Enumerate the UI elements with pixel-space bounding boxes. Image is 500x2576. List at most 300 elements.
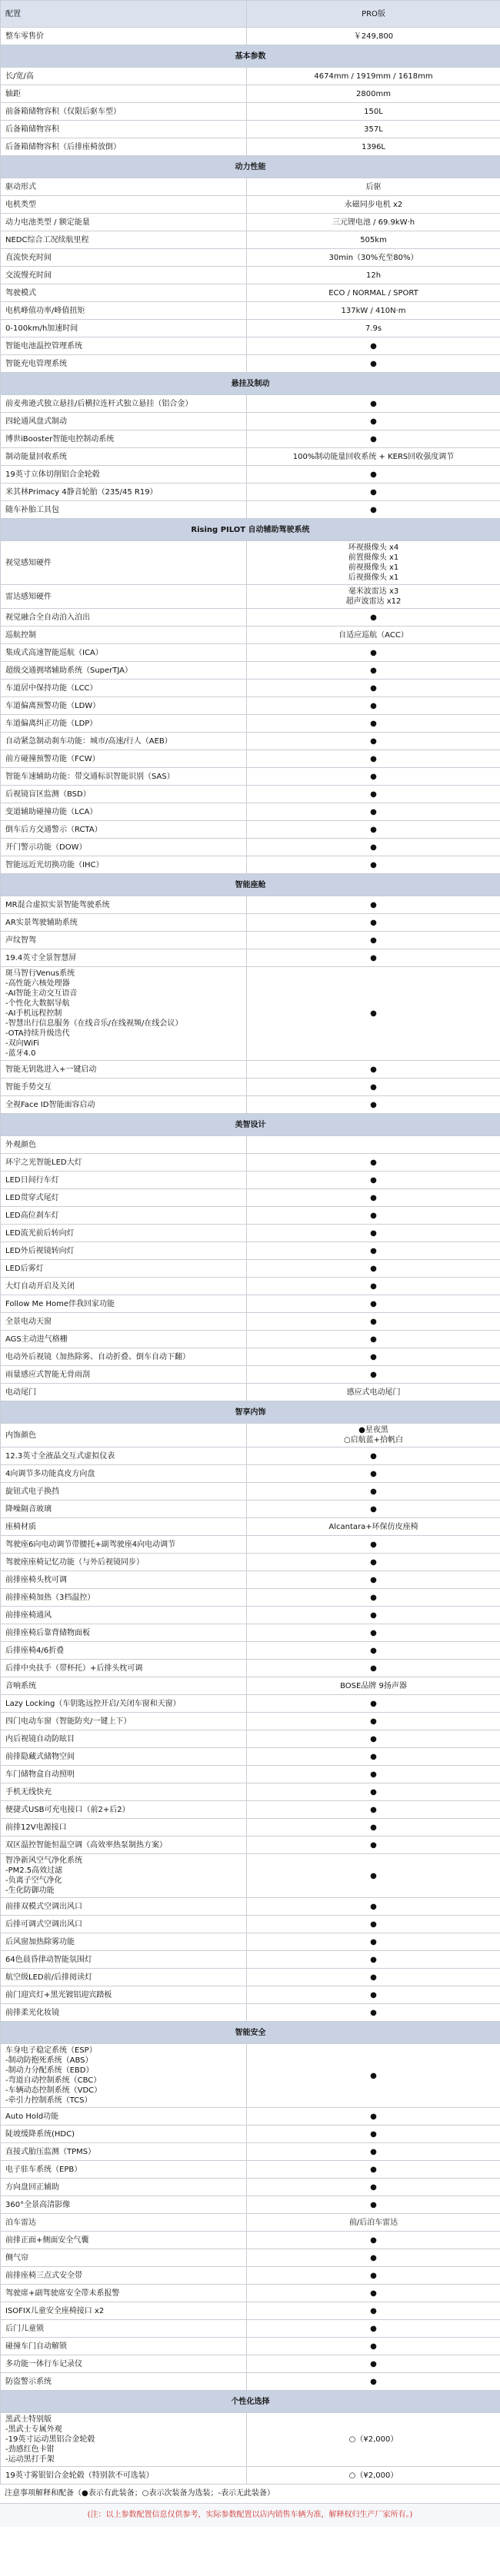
spec-value: ● — [247, 949, 500, 967]
table-row — [1, 1536, 500, 1554]
section-header — [1, 1401, 500, 1424]
spec-value: ● — [247, 501, 500, 519]
spec-label: 电子驻车系统（EPB） — [1, 2161, 247, 2179]
spec-value: ● — [247, 1854, 500, 1898]
spec-value: ● — [247, 1096, 500, 1114]
spec-label: 智能充电管理系统 — [1, 355, 247, 373]
spec-value: ● — [247, 1154, 500, 1172]
table-row — [1, 2285, 500, 2302]
spec-value: ● — [247, 1278, 500, 1295]
spec-value: 150L — [247, 103, 500, 121]
spec-value: ● — [247, 839, 500, 856]
spec-label: 360°全景高清影像 — [1, 2196, 247, 2214]
spec-value: ● — [247, 1079, 500, 1096]
table-row — [1, 662, 500, 680]
spec-value: ● — [247, 1571, 500, 1589]
spec-value: ● — [247, 337, 500, 355]
spec-value: ● — [247, 1061, 500, 1079]
table-row — [1, 2108, 500, 2126]
spec-value: 毫米波雷达 x3 超声波雷达 x12 — [247, 585, 500, 609]
table-row — [1, 466, 500, 484]
spec-value: 1396L — [247, 138, 500, 156]
table-row — [1, 121, 500, 138]
spec-label: 整车零售价 — [1, 28, 247, 45]
spec-value: ● — [247, 609, 500, 627]
spec-label: 前麦弗逊式独立悬挂/后横拉连杆式独立悬挂（铝合金） — [1, 395, 247, 413]
spec-value: ● — [247, 2285, 500, 2302]
spec-value: ● — [247, 1207, 500, 1225]
spec-label: 智能电池温控管理系统 — [1, 337, 247, 355]
spec-label: Follow Me Home伴我回家功能 — [1, 1295, 247, 1313]
spec-value: 环视摄像头 x4 前置摄像头 x1 前视摄像头 x1 后视摄像头 x1 — [247, 541, 500, 585]
table-row — [1, 1313, 500, 1331]
spec-value: BOSE品牌 9扬声器 — [247, 1677, 500, 1695]
spec-value: 永磁同步电机 x2 — [247, 196, 500, 214]
spec-label: ISOFIX儿童安全座椅接口 x2 — [1, 2302, 247, 2320]
spec-value: 三元锂电池 / 69.9kW·h — [247, 214, 500, 231]
table-row — [1, 733, 500, 750]
table-row — [1, 803, 500, 821]
table-row — [1, 644, 500, 662]
table-row — [1, 1554, 500, 1571]
spec-label: 前排座椅后靠背储物面板 — [1, 1624, 247, 1642]
spec-label: 碰撞车门自动解锁 — [1, 2338, 247, 2355]
spec-value: ● — [247, 1483, 500, 1501]
table-row — [1, 821, 500, 839]
spec-value: ● — [247, 2004, 500, 2022]
table-row — [1, 1207, 500, 1225]
spec-value: ● — [247, 1501, 500, 1518]
table-row — [1, 627, 500, 644]
spec-value: ● — [247, 2338, 500, 2355]
spec-label: 旋钮式电子换挡 — [1, 1483, 247, 1501]
table-row — [1, 585, 500, 609]
spec-label: NEDC综合工况续航里程 — [1, 231, 247, 249]
spec-value: ● — [247, 1242, 500, 1260]
spec-label: 驾驶座6向电动调节带腰托+副驾驶座4向电动调节 — [1, 1536, 247, 1554]
table-row — [1, 2413, 500, 2467]
table-row — [1, 2126, 500, 2143]
table-row — [1, 1801, 500, 1819]
table-row — [1, 1278, 500, 1295]
table-row — [1, 914, 500, 932]
spec-value: ● — [247, 395, 500, 413]
spec-label: 开门警示功能（DOW） — [1, 839, 247, 856]
spec-value: ● — [247, 1536, 500, 1554]
spec-label: 0-100km/h加速时间 — [1, 320, 247, 337]
spec-label: 直接式胎压监测（TPMS） — [1, 2143, 247, 2161]
spec-label: LED贯穿式尾灯 — [1, 1189, 247, 1207]
spec-value: 7.9s — [247, 320, 500, 337]
spec-value: 后驱 — [247, 178, 500, 196]
table-row — [1, 1295, 500, 1313]
table-row — [1, 1501, 500, 1518]
spec-label: MR混合虚拟实景智能驾驶系统 — [1, 896, 247, 914]
spec-value: 12h — [247, 267, 500, 284]
spec-value: 2800mm — [247, 85, 500, 103]
table-row — [1, 1366, 500, 1384]
spec-label: 后备箱储物容积（后排座椅放倒） — [1, 138, 247, 156]
spec-value: ● — [247, 1172, 500, 1189]
spec-value: ● — [247, 750, 500, 768]
spec-label: 全景电动天窗 — [1, 1313, 247, 1331]
section-title: 智能安全 — [1, 2022, 500, 2044]
table-row — [1, 395, 500, 413]
table-row — [1, 1424, 500, 1448]
table-row — [1, 1748, 500, 1766]
spec-label: 环宇之光智能LED大灯 — [1, 1154, 247, 1172]
table-row — [1, 430, 500, 448]
table-row — [1, 2214, 500, 2232]
table-row — [1, 1242, 500, 1260]
spec-label: 智能无钥匙进入+一键启动 — [1, 1061, 247, 1079]
table-row — [1, 1898, 500, 1916]
spec-value: ● — [247, 1819, 500, 1836]
table-row — [1, 967, 500, 1061]
spec-label: AGS主动进气格栅 — [1, 1331, 247, 1348]
spec-value: ● — [247, 644, 500, 662]
spec-value: ● — [247, 1695, 500, 1713]
spec-label: 陡坡缓降系统(HDC) — [1, 2126, 247, 2143]
spec-value: ● — [247, 1801, 500, 1819]
spec-value: ● — [247, 914, 500, 932]
table-row — [1, 2320, 500, 2338]
table-row — [1, 284, 500, 302]
table-row — [1, 1642, 500, 1660]
spec-label: 智净新风空气净化系统 -PM2.5高效过滤 -负离子空气净化 -生化防御功能 — [1, 1854, 247, 1898]
table-row — [1, 1836, 500, 1854]
table-row — [1, 715, 500, 733]
spec-value: ● — [247, 466, 500, 484]
spec-label: 长/宽/高 — [1, 68, 247, 85]
spec-value: Alcantara+环保仿皮座椅 — [247, 1518, 500, 1536]
table-row — [1, 1384, 500, 1401]
table-row — [1, 138, 500, 156]
spec-label: 泊车雷达 — [1, 2214, 247, 2232]
spec-label: 电动外后视镜（加热除雾、自动折叠、倒车自动下翻） — [1, 1348, 247, 1366]
spec-label: 座椅材质 — [1, 1518, 247, 1536]
spec-value: ●星夜黑 ○启航蓝+拾帆白 — [247, 1424, 500, 1448]
table-row — [1, 609, 500, 627]
table-row — [1, 1061, 500, 1079]
table-row — [1, 949, 500, 967]
table-row — [1, 856, 500, 874]
spec-value: ● — [247, 1348, 500, 1366]
table-row — [1, 2044, 500, 2108]
spec-label: 前排座椅三点式安全带 — [1, 2267, 247, 2285]
table-row — [1, 1969, 500, 1986]
spec-value — [247, 1136, 500, 1154]
spec-value: ● — [247, 2249, 500, 2267]
table-row — [1, 768, 500, 786]
spec-value: 前/后泊车雷达 — [247, 2214, 500, 2232]
table-row — [1, 2355, 500, 2373]
table-row — [1, 1933, 500, 1951]
spec-value: ● — [247, 932, 500, 949]
spec-value: 357L — [247, 121, 500, 138]
spec-label: 4向调节多功能真皮方向盘 — [1, 1465, 247, 1483]
spec-label: 12.3英寸全液晶交互式虚拟仪表 — [1, 1448, 247, 1465]
section-title: 悬挂及制动 — [1, 373, 500, 395]
table-row — [1, 786, 500, 803]
section-header — [1, 156, 500, 178]
table-row — [1, 1096, 500, 1114]
table-row — [1, 2467, 500, 2485]
spec-label: 19英寸立体切削铝合金轮毂 — [1, 466, 247, 484]
spec-label: 倒车后方交通警示（RCTA） — [1, 821, 247, 839]
spec-value: ● — [247, 1607, 500, 1624]
table-row — [1, 2249, 500, 2267]
table-row — [1, 1730, 500, 1748]
spec-label: LED流光前后转向灯 — [1, 1225, 247, 1242]
table-header — [1, 1, 500, 28]
spec-value: ● — [247, 1660, 500, 1677]
table-row — [1, 1189, 500, 1207]
spec-value: 感应式电动尾门 — [247, 1384, 500, 1401]
spec-value: 137kW / 410N·m — [247, 302, 500, 320]
table-row — [1, 2232, 500, 2249]
section-header — [1, 874, 500, 896]
spec-value: ● — [247, 1642, 500, 1660]
spec-label: 车身电子稳定系统（ESP） -制动防抱死系统（ABS） -制动力分配系统（EBD） -弯道自动控制系统（CBC） -车辆动态控制系统（VDC） -牵引力控制系统（TCS） — [1, 2044, 247, 2108]
table-row — [1, 541, 500, 585]
spec-value: ● — [247, 1554, 500, 1571]
table-row — [1, 1624, 500, 1642]
spec-value: 505km — [247, 231, 500, 249]
spec-value: ● — [247, 2044, 500, 2108]
spec-label: 动力电池类型 / 额定能量 — [1, 214, 247, 231]
table-row — [1, 1607, 500, 1624]
spec-value: ● — [247, 430, 500, 448]
spec-label: 内饰颜色 — [1, 1424, 247, 1448]
section-title: Rising PILOT 自动辅助驾驶系统 — [1, 519, 500, 541]
table-row — [1, 750, 500, 768]
spec-label: LED高位刹车灯 — [1, 1207, 247, 1225]
spec-label: 后备箱储物容积 — [1, 121, 247, 138]
spec-value: ● — [247, 1836, 500, 1854]
table-row — [1, 302, 500, 320]
spec-label: 前门迎宾灯+黑光镀铝迎宾踏板 — [1, 1986, 247, 2004]
spec-label: 驾驶席+副驾驶席安全带未系报警 — [1, 2285, 247, 2302]
spec-label: Lazy Locking（车钥匙远控开启/关闭车窗和天窗） — [1, 1695, 247, 1713]
section-header — [1, 373, 500, 395]
table-row — [1, 1348, 500, 1366]
spec-label: 方向盘回正辅助 — [1, 2179, 247, 2196]
spec-value: ● — [247, 2196, 500, 2214]
spec-value: ● — [247, 2232, 500, 2249]
spec-label: 大灯自动开启及关闭 — [1, 1278, 247, 1295]
spec-label: 前备箱储物容积（仅限后驱车型） — [1, 103, 247, 121]
spec-value: ● — [247, 355, 500, 373]
table-row — [1, 1713, 500, 1730]
spec-value: ● — [247, 2143, 500, 2161]
section-header — [1, 2022, 500, 2044]
spec-value: ● — [247, 1589, 500, 1607]
table-row — [1, 1677, 500, 1695]
spec-value: ● — [247, 1898, 500, 1916]
spec-value: ● — [247, 1783, 500, 1801]
spec-label: 双区温控智能恒温空调（高效率热泵制热方案） — [1, 1836, 247, 1854]
spec-value: ● — [247, 680, 500, 697]
spec-label: 前排隐藏式储物空间 — [1, 1748, 247, 1766]
spec-value: ● — [247, 2161, 500, 2179]
table-row — [1, 1854, 500, 1898]
spec-label: 19.4英寸全景智慧屏 — [1, 949, 247, 967]
spec-label: 直流快充时间 — [1, 249, 247, 267]
table-row — [1, 267, 500, 284]
spec-label: 四轮通风盘式制动 — [1, 413, 247, 430]
table-row — [1, 1571, 500, 1589]
spec-value: ● — [247, 1933, 500, 1951]
spec-label: 64色晨昏律动智能氛围灯 — [1, 1951, 247, 1969]
spec-label: 前排座椅加热（3档温控） — [1, 1589, 247, 1607]
table-row — [1, 337, 500, 355]
spec-label: 视觉融合全自动泊入泊出 — [1, 609, 247, 627]
spec-value: ● — [247, 484, 500, 501]
spec-label: 内后视镜自动防眩目 — [1, 1730, 247, 1748]
spec-value: ￥249,800 — [247, 28, 500, 45]
table-row — [1, 2267, 500, 2285]
spec-value: ● — [247, 1713, 500, 1730]
spec-value: ● — [247, 967, 500, 1061]
table-row — [1, 1660, 500, 1677]
header-model: PRO版 — [247, 1, 500, 28]
table-row — [1, 214, 500, 231]
spec-label: 斑马智行Venus系统 -高性能六核处理器 -AI智能主动交互语音 -个性化大数据导航 -AI手机远程控制 -智慧出行信息服务（在线音乐/在线视频/在线会议） -OTA持续升级迭代 -双向WiFi -蓝牙4.0 — [1, 967, 247, 1061]
spec-label: 音响系统 — [1, 1677, 247, 1695]
spec-value: ● — [247, 715, 500, 733]
spec-label: 视觉感知硬件 — [1, 541, 247, 585]
spec-value: ● — [247, 1295, 500, 1313]
spec-value: ● — [247, 1225, 500, 1242]
table-row — [1, 2373, 500, 2391]
spec-value: 4674mm / 1919mm / 1618mm — [247, 68, 500, 85]
spec-value: ● — [247, 2320, 500, 2338]
spec-value: ● — [247, 1748, 500, 1766]
spec-value: ● — [247, 896, 500, 914]
table-row — [1, 85, 500, 103]
spec-value: ● — [247, 786, 500, 803]
spec-label: 智能远近光切换功能（IHC） — [1, 856, 247, 874]
table-row — [1, 2196, 500, 2214]
table-row — [1, 103, 500, 121]
spec-label: 手机无线快充 — [1, 1783, 247, 1801]
spec-label: 后风窗加热除雾功能 — [1, 1933, 247, 1951]
spec-label: 航空级LED前/后排阅读灯 — [1, 1969, 247, 1986]
table-row — [1, 1154, 500, 1172]
table-row — [1, 932, 500, 949]
spec-label: 黑武士特别版 -黑武士专属外观 -19英寸运动黑铝合金轮毂 -劲感红色卡钳 -运动黑打手架 — [1, 2413, 247, 2467]
spec-value: ● — [247, 1916, 500, 1933]
spec-label: 后排可调式空调出风口 — [1, 1916, 247, 1933]
table-row — [1, 1766, 500, 1783]
spec-label: 雨量感应式智能无骨雨刮 — [1, 1366, 247, 1384]
spec-label: 便捷式USB可充电接口（前2+后2） — [1, 1801, 247, 1819]
spec-label: 电机峰值功率/峰值扭矩 — [1, 302, 247, 320]
spec-value: ● — [247, 1951, 500, 1969]
spec-label: LED日间行车灯 — [1, 1172, 247, 1189]
table-row — [1, 196, 500, 214]
section-title: 个性化选择 — [1, 2391, 500, 2413]
table-row — [1, 680, 500, 697]
table-row — [1, 1518, 500, 1536]
spec-value: ● — [247, 2179, 500, 2196]
table-row — [1, 249, 500, 267]
spec-label: 电机类型 — [1, 196, 247, 214]
table-row — [1, 1260, 500, 1278]
spec-label: 自动紧急制动刹车功能：城市/高速/行人（AEB） — [1, 733, 247, 750]
spec-label: 交流慢充时间 — [1, 267, 247, 284]
spec-label: 集成式高速智能巡航（ICA） — [1, 644, 247, 662]
spec-label: 后排中央扶手（带杯托）+后排头枕可调 — [1, 1660, 247, 1677]
table-row — [1, 68, 500, 85]
table-row — [1, 1916, 500, 1933]
section-header — [1, 2391, 500, 2413]
spec-label: 前排12V电源接口 — [1, 1819, 247, 1836]
table-row — [1, 1589, 500, 1607]
spec-label: 制动能量回收系统 — [1, 448, 247, 466]
spec-value: ECO / NORMAL / SPORT — [247, 284, 500, 302]
spec-label: 19英寸雾银铝合金轮毂（特别款不可选装） — [1, 2467, 247, 2485]
table-row — [1, 1448, 500, 1465]
table-row — [1, 1483, 500, 1501]
spec-label: 前方碰撞预警功能（FCW） — [1, 750, 247, 768]
table-row — [1, 355, 500, 373]
table-row — [1, 1172, 500, 1189]
spec-label: 变道辅助碰撞功能（LCA） — [1, 803, 247, 821]
table-row — [1, 1465, 500, 1483]
spec-value: ● — [247, 1730, 500, 1748]
spec-label: AR实景驾驶辅助系统 — [1, 914, 247, 932]
table-row — [1, 448, 500, 466]
spec-label: Auto Hold功能 — [1, 2108, 247, 2126]
spec-value: ● — [247, 1189, 500, 1207]
table-row — [1, 484, 500, 501]
spec-label: 防盗警示系统 — [1, 2373, 247, 2391]
table-row — [1, 2161, 500, 2179]
spec-value: ● — [247, 662, 500, 680]
spec-label: 随车补胎工具包 — [1, 501, 247, 519]
spec-value: ● — [247, 1969, 500, 1986]
spec-value: ● — [247, 2108, 500, 2126]
spec-label: 前排正面+侧面安全气囊 — [1, 2232, 247, 2249]
table-row — [1, 697, 500, 715]
spec-value: ● — [247, 1766, 500, 1783]
spec-label: 外观颜色 — [1, 1136, 247, 1154]
section-title: 智享内饰 — [1, 1401, 500, 1424]
table-row — [1, 1819, 500, 1836]
spec-label: 车道偏离预警功能（LDW） — [1, 697, 247, 715]
spec-value: ● — [247, 1260, 500, 1278]
table-row — [1, 1331, 500, 1348]
spec-label: LED外后视镜转向灯 — [1, 1242, 247, 1260]
spec-label: 车门储物盒自动照明 — [1, 1766, 247, 1783]
spec-label: 后排座椅4/6折叠 — [1, 1642, 247, 1660]
table-row — [1, 320, 500, 337]
section-header — [1, 1114, 500, 1136]
spec-value: ● — [247, 768, 500, 786]
spec-label: 轴距 — [1, 85, 247, 103]
spec-value: ● — [247, 1331, 500, 1348]
table-row — [1, 231, 500, 249]
spec-value: ● — [247, 1313, 500, 1331]
spec-label: 电动尾门 — [1, 1384, 247, 1401]
spec-value: ● — [247, 733, 500, 750]
spec-label: 四门电动车窗（智能防夹/一键上下） — [1, 1713, 247, 1730]
table-row — [1, 1225, 500, 1242]
section-title: 基本参数 — [1, 45, 500, 68]
spec-value: ● — [247, 821, 500, 839]
